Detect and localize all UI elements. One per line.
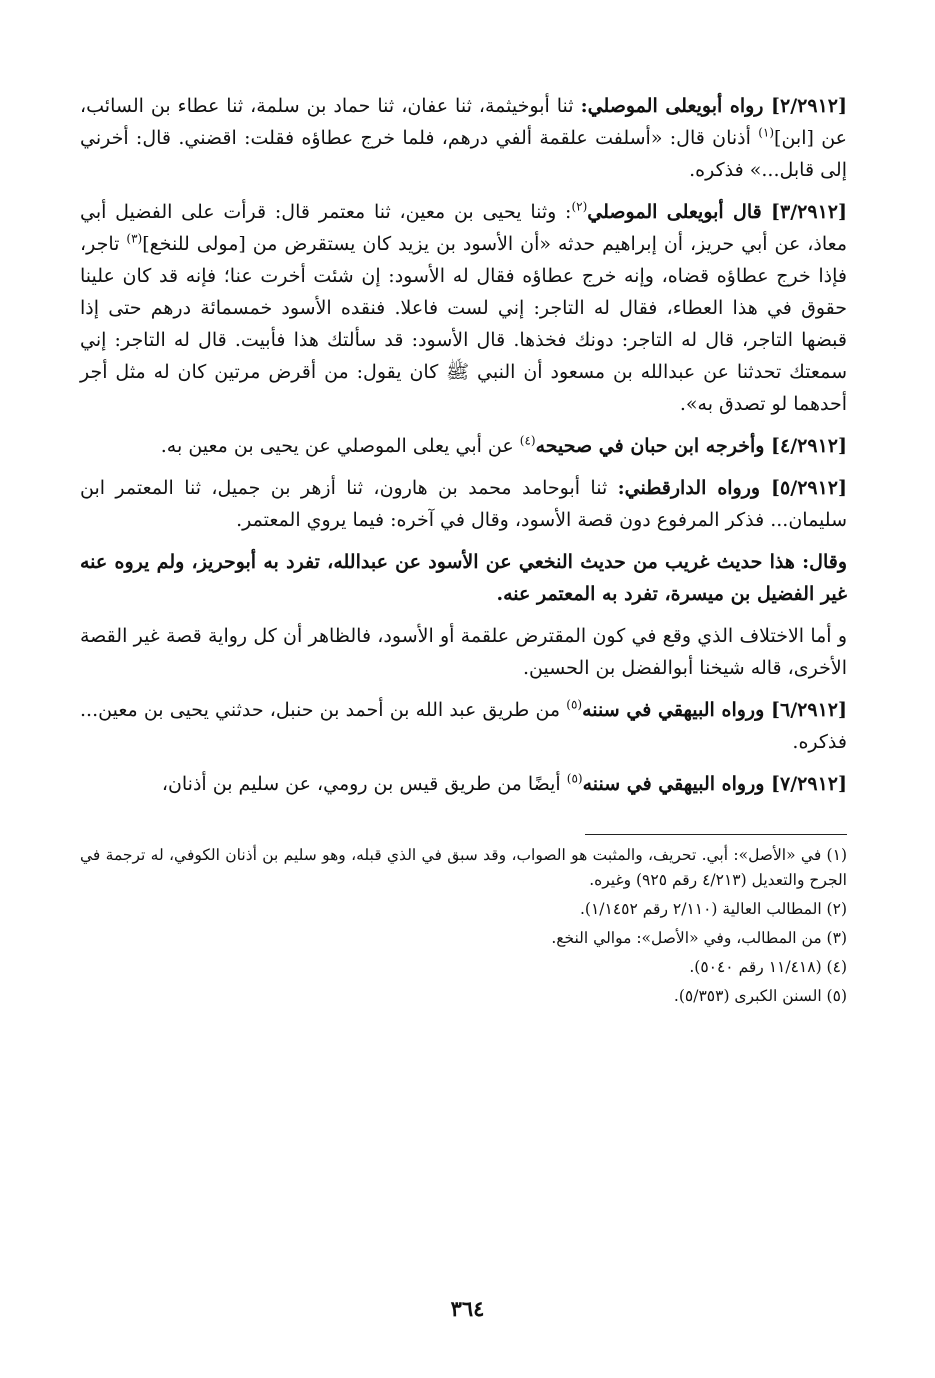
narration-heading: [٥/٢٩١٢] ورواه الدارقطني: bbox=[617, 477, 848, 499]
footnotes bbox=[80, 843, 847, 1009]
narration-text: ثنا أبوحامد محمد بن هارون، ثنا أزهر بن جميل، ثنا المعتمر ابن سليمان... فذكر المرفوع دون قصة الأسود، وقال في آخره: فيما يروي المعتمر. bbox=[80, 477, 847, 531]
commentary-paragraph-plain: و أما الاختلاف الذي وقع في كون المقترض علقمة أو الأسود، فالظاهر أن كل رواية قصة غير القصة الأخرى، قاله شيخنا أبوالفضل بن الحسين. bbox=[80, 625, 847, 679]
footnote-5: (٥) السنن الكبرى (٥/٣٥٣). bbox=[673, 987, 847, 1005]
commentary-paragraph: وقال: هذا حديث غريب من حديث النخعي عن الأسود عن عبدالله، تفرد به أبوحريز، ولم يروه عنه غير الفضيل بن ميسرة، تفرد به المعتمر عنه. bbox=[80, 551, 847, 605]
narration-heading: [٧/٢٩١٢] ورواه البيهقي في سننه bbox=[582, 773, 847, 795]
narration-heading: [٤/٢٩١٢] وأخرجه ابن حبان في صحيحه bbox=[535, 435, 847, 457]
narration-text: أيضًا من طريق قيس بن رومي، عن سليم بن أذنان، bbox=[161, 773, 567, 795]
narration-heading: [٢/٢٩١٢] رواه أبويعلى الموصلي: bbox=[580, 95, 847, 117]
footnote-ref[interactable]: (٥) bbox=[566, 771, 583, 786]
footnote-divider bbox=[585, 834, 847, 835]
footnote-2: (٢) المطالب العالية (٢/١١٠ رقم ١/١٤٥٢). bbox=[579, 900, 847, 918]
footnote-ref[interactable]: (٣) bbox=[126, 231, 143, 246]
narration-heading: [٣/٢٩١٢] قال أبويعلى الموصلي bbox=[587, 201, 847, 223]
footnote-ref[interactable]: (٤) bbox=[519, 433, 536, 448]
narration-text: : وثنا يحيى بن معين، ثنا معتمر قال: قرأت على الفضيل أبي معاذ، عن أبي حريز، أن إبراهيم حدثه «أن الأسود بن يزيد كان يستقرض من [مولى للنخع] bbox=[80, 201, 847, 255]
narration-text: عن أبي يعلى الموصلي عن يحيى بن معين به. bbox=[160, 435, 520, 457]
footnote-1: (١) في «الأصل»: أبي. تحريف، والمثبت هو الصواب، وقد سبق في الذي قبله، وهو سليم بن أذنان الكوفي، له ترجمة في الجرح والتعديل (٤/٢١٣ رقم ٩٢٥) وغيره. bbox=[80, 846, 847, 889]
hadith-paragraph-4 bbox=[80, 472, 847, 536]
footnote-3: (٣) من المطالب، وفي «الأصل»: موالي النخع. bbox=[551, 929, 847, 947]
hadith-paragraph-6 bbox=[80, 694, 847, 758]
hadith-paragraph-2 bbox=[80, 196, 847, 420]
narration-text: ثنا أبوخيثمة، ثنا عفان، ثنا حماد بن سلمة، ثنا عطاء بن السائب، عن [ابن] bbox=[80, 95, 848, 149]
narration-heading: [٦/٢٩١٢] ورواه البيهقي في سننه bbox=[582, 699, 847, 721]
narration-text: تاجر، فإذا خرج عطاؤه قضاه، وإنه خرج عطاؤه فقال له الأسود: إن شئت أخرت عنا؛ فإنه قد كان علينا حقوق في هذا العطاء، فقال له التاجر: إني لست فاعلا. فنقده الأسود خمسمائة درهم حتى إذا قبضها التاجر، قال له التاجر: دونك فخذها. قال الأسود: قد سألتك هذا فأبيت. قال له التاجر: إني سمعتك تحدثنا عن عبدالله بن مسعود أن النبي ﷺ كان يقول: من أقرض مرتين كان له مثل أجر أحدهما لو تصدق به». bbox=[80, 233, 847, 415]
hadith-paragraph-3 bbox=[80, 430, 847, 462]
narration-text: من طريق عبد الله بن أحمد بن حنبل، حدثني يحيى بن معين... فذكره. bbox=[80, 699, 847, 753]
hadith-paragraph-7 bbox=[80, 768, 847, 800]
footnote-ref[interactable]: (٥) bbox=[566, 697, 583, 712]
page-number: ٣٦٤ bbox=[450, 1296, 485, 1321]
footnote-ref[interactable]: (١) bbox=[758, 125, 775, 140]
footnote-4: (٤) (١١/٤١٨ رقم ٥٠٤٠). bbox=[689, 958, 847, 976]
narration-text: أذنان قال: «أسلفت علقمة ألفي درهم، فلما خرج عطاؤه فقلت: اقضني. قال: أخرني إلى قابل...» فذكره. bbox=[80, 127, 847, 181]
hadith-paragraph-1 bbox=[80, 90, 847, 186]
footnote-ref[interactable]: (٢) bbox=[571, 199, 588, 214]
